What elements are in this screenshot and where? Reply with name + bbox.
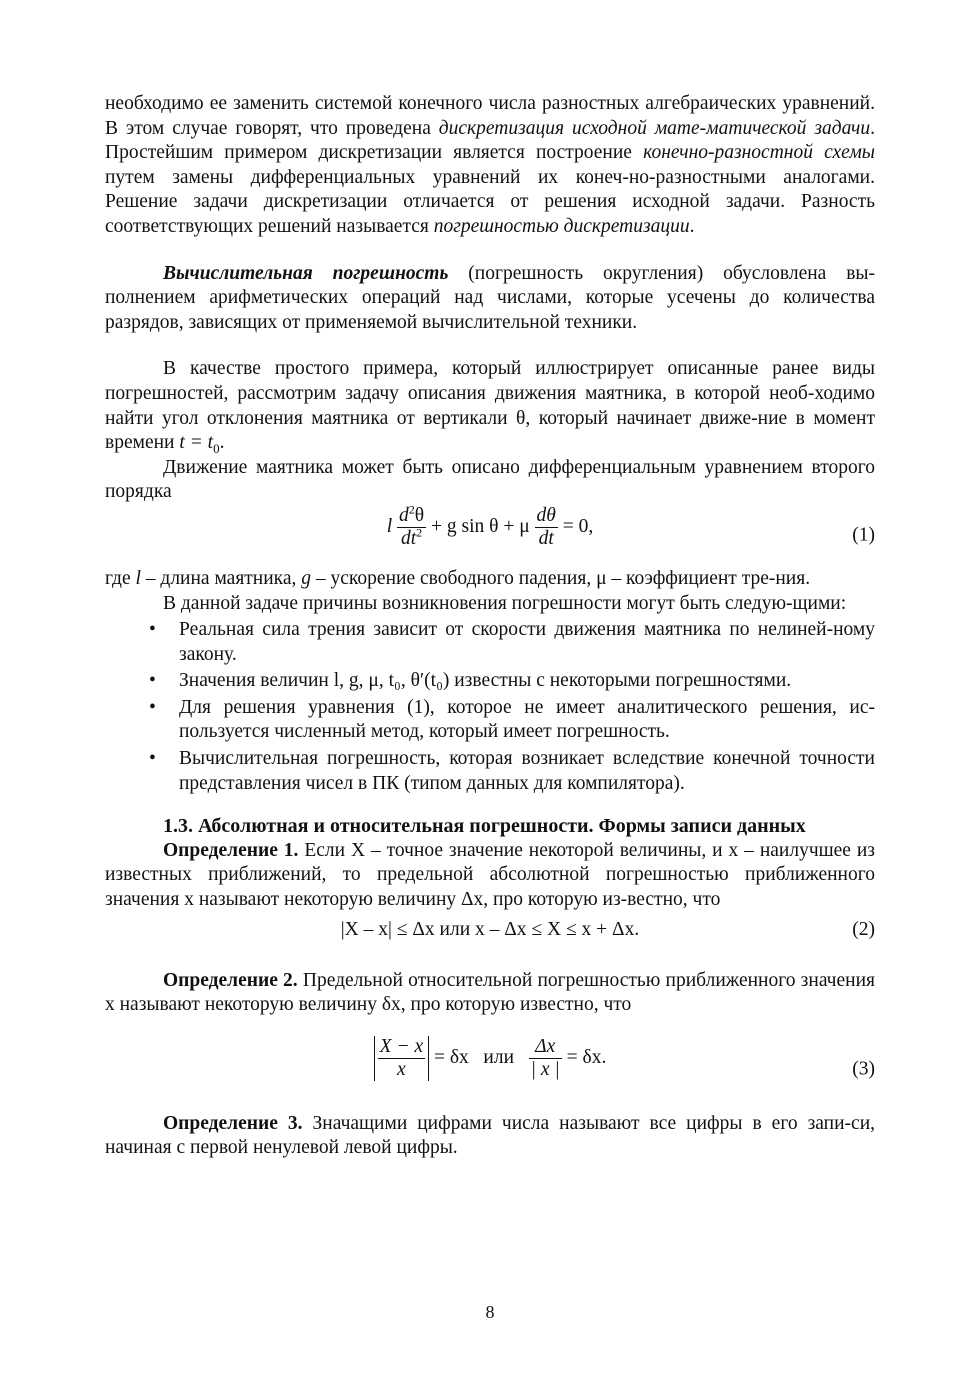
equation-3: $\frac{X - x}{x}$ = δx или $\frac{\Delta x}{| x |}$ = δx. (3) xyxy=(105,1028,875,1106)
bullet-icon: • xyxy=(149,619,156,641)
fraction-d2theta-dt2: $\frac{d^2\theta}{dt^2}$ xyxy=(399,502,425,549)
list-item: • Реальная сила трения зависит от скорости движения маятника по нелиней-ному закону. xyxy=(149,619,875,665)
equation-number: (3) xyxy=(852,1058,875,1080)
definition-label: Определение 3. xyxy=(163,1112,303,1134)
paragraph-discretization: необходимо ее заменить системой конечного числа разностных алгебраических уравнений. В этом случае говорят, что проведена дискретизация исходной мате-матической задачи. Простейшим примером дискретизации является построение конечно-разностной схемы путем замены дифференциальных уравнений их конеч-но-разностными аналогами. Решение задачи дискретизации отличается от решения исходной задачи. Разность соответствующих решений называется погрешностью дискретизации. xyxy=(105,93,875,237)
definition-2: Определение 2. Предельной относительной погрешностью приближенного значения x называют некоторую величину δx, про которую известно, что xyxy=(105,969,875,1016)
fraction-dtheta-dt: $\frac{d\theta}{dt}$ xyxy=(536,504,556,549)
definition-label: Определение 1. xyxy=(163,839,299,861)
abs-value-bars: $\frac{X - x}{x}$ xyxy=(374,1036,429,1081)
term-finite-difference-scheme: конечно-разностной схемы xyxy=(643,142,875,164)
bullet-icon: • xyxy=(149,670,156,692)
paragraph-pendulum-equation-intro: Движение маятника может быть описано дифференциальным уравнением второго порядка xyxy=(105,456,875,503)
term-discretization: дискретизация исходной мате-матической задачи xyxy=(438,117,871,139)
definition-1: Определение 1. Если X – точное значение некоторой величины, и x – наилучшее из известных приближений, то предельной абсолютной погрешностью приближенного значения x называют некоторую величину Δx, про которую из-вестно, что xyxy=(105,839,876,911)
paragraph-error-causes: В данной задаче причины возникновения погрешности могут быть следую-щими: xyxy=(163,592,847,614)
equation-2: |X – x| ≤ Δx или x – Δx ≤ X ≤ x + Δx. (2) xyxy=(105,913,875,947)
error-causes-list xyxy=(105,618,875,796)
term-computational-error: Вычислительная погрешность xyxy=(163,262,449,284)
equation-1: l $\frac{d^2\theta}{dt^2}$ + g sin θ + μ $\frac{d\theta}{dt}$ = 0, (1) xyxy=(386,502,875,549)
paragraph-pendulum-example: В качестве простого примера, который иллюстрирует описанные ранее виды погрешностей, рассмотрим задачу описания движения маятника, в которой необ-ходимо найти угол отклонения маятника от вертикали θ, который начинает движе-ние в момент времени $t = t_0$. xyxy=(105,358,875,457)
section-heading: 1.3. Абсолютная и относительная погрешности. Формы записи данных xyxy=(163,815,806,838)
list-item: • Для решения уравнения (1), которое не имеет аналитического решения, ис-пользуется численный метод, который имеет погрешность. xyxy=(149,696,875,743)
paragraph-computational-error: Вычислительная погрешность (погрешность округления) обусловлена вы-полнением арифметических операций над числами, которые усечены до количества разрядов, зависящих от применяемой вычислительной техники. xyxy=(105,262,876,333)
fraction-delta-x: $\frac{\Delta x}{| x |}$ xyxy=(530,1035,560,1080)
paragraph-variables: где l – длина маятника, g – ускорение свободного падения, μ – коэффициент тре-ния. xyxy=(105,567,811,589)
bullet-icon: • xyxy=(149,696,156,718)
equation-number: (1) xyxy=(852,524,875,546)
page-body xyxy=(105,92,875,1161)
term-discretization-error: погрешностью дискретизации xyxy=(433,215,690,237)
definition-3: Определение 3. Значащими цифрами числа называют все цифры в его запи-си, начиная с первой ненулевой левой цифры. xyxy=(105,1112,875,1159)
definition-label: Определение 2. xyxy=(163,969,298,991)
list-item: • Значения величин l, g, μ, t₀, θ′(t₀) известны с некоторыми погрешностями. xyxy=(105,669,875,694)
page-number: 8 xyxy=(485,1302,495,1322)
equation-number: (2) xyxy=(852,918,875,940)
list-item: • Вычислительная погрешность, которая возникает вследствие конечной точности представления чисел в ПК (типом данных для компилятора). xyxy=(149,748,875,794)
bullet-icon: • xyxy=(149,748,156,770)
